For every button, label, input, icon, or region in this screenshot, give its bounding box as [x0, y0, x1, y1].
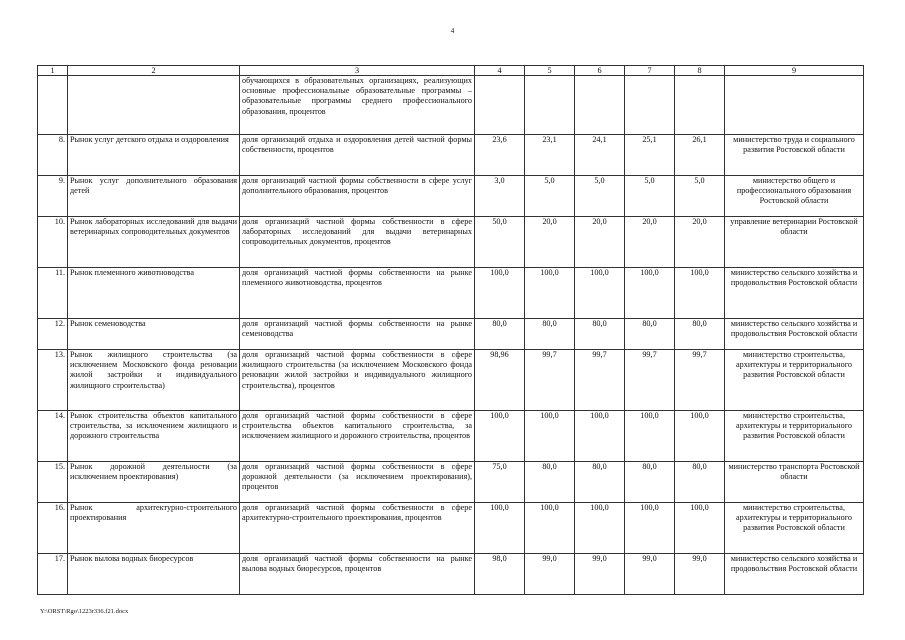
- value-cell: 80,0: [675, 319, 725, 350]
- market-name: Рынок строительства объектов капитального строительства, за исключением жилищного и дорожного строительства: [68, 411, 240, 462]
- indicator-cell: доля организаций частной формы собственности в сфере строительства объектов капитального строительства, за исключением жилищного и дорожного строительства, процентов: [240, 411, 475, 462]
- indicator-cell: доля организаций частной формы собственности на рынке племенного животноводства, процентов: [240, 268, 475, 319]
- value-cell: 50,0: [475, 217, 525, 268]
- value-cell: 100,0: [475, 503, 525, 554]
- value-cell: 80,0: [525, 319, 575, 350]
- indicator-cell: доля организаций частной формы собственности на рынке семеноводства: [240, 319, 475, 350]
- table-row: [38, 135, 864, 176]
- column-header: 2: [68, 66, 240, 76]
- value-cell: 20,0: [575, 217, 625, 268]
- value-cell: 98,0: [475, 554, 525, 595]
- value-cell: 100,0: [475, 268, 525, 319]
- value-cell: 100,0: [625, 503, 675, 554]
- value-cell: 5,0: [675, 176, 725, 217]
- value-cell: 23,1: [525, 135, 575, 176]
- table-row: [38, 554, 864, 595]
- market-name: Рынок услуг дополнительного образования детей: [68, 176, 240, 217]
- row-number: 17.: [38, 554, 68, 595]
- value-cell: 20,0: [625, 217, 675, 268]
- responsible-authority: министерство сельского хозяйства и продовольствия Ростовской области: [725, 554, 864, 595]
- value-cell: 99,7: [625, 350, 675, 411]
- responsible-authority: министерство труда и социального развития Ростовской области: [725, 135, 864, 176]
- value-cell: 5,0: [525, 176, 575, 217]
- column-header: 8: [675, 66, 725, 76]
- responsible-authority: министерство строительства, архитектуры и территориального развития Ростовской области: [725, 503, 864, 554]
- market-name: Рынок услуг детского отдыха и оздоровления: [68, 135, 240, 176]
- responsible-authority: министерство сельского хозяйства и продовольствия Ростовской области: [725, 319, 864, 350]
- responsible-authority: министерство транспорта Ростовской области: [725, 462, 864, 503]
- value-cell: 100,0: [675, 503, 725, 554]
- indicator-cell: доля организаций частной формы собственности в сфере лабораторных исследований для выдачи ветеринарных сопроводительных документов, процентов: [240, 217, 475, 268]
- responsible-authority: министерство сельского хозяйства и продовольствия Ростовской области: [725, 268, 864, 319]
- column-header: 7: [625, 66, 675, 76]
- row-number: 15.: [38, 462, 68, 503]
- file-path-footer: Y:\ORST\Rgo\1223r336.f21.docx: [40, 608, 129, 615]
- value-cell: 5,0: [625, 176, 675, 217]
- column-header: 9: [725, 66, 864, 76]
- market-name: Рынок архитектурно-строительного проектирования: [68, 503, 240, 554]
- row-number: 13.: [38, 350, 68, 411]
- value-cell: 24,1: [575, 135, 625, 176]
- row-number: 12.: [38, 319, 68, 350]
- value-cell: 100,0: [575, 268, 625, 319]
- indicator-cell: доля организаций частной формы собственности в сфере жилищного строительства (за исключением Московского фонда реновации жилой застройки и индивидуального жилищного строительства), процентов: [240, 350, 475, 411]
- row-number: 11.: [38, 268, 68, 319]
- indicator-cell: доля организаций частной формы собственности в сфере архитектурно-строительного проектирования, процентов: [240, 503, 475, 554]
- value-cell: 100,0: [475, 411, 525, 462]
- value-cell: 99,7: [675, 350, 725, 411]
- table-row: [38, 268, 864, 319]
- value-cell: 25,1: [625, 135, 675, 176]
- market-name: Рынок вылова водных биоресурсов: [68, 554, 240, 595]
- value-cell: 99,7: [575, 350, 625, 411]
- indicator-cell: обучающихся в образовательных организациях, реализующих основные профессиональные образовательные программы – образовательные программы среднего профессионального образования, процентов: [240, 76, 475, 135]
- value-cell: 80,0: [675, 462, 725, 503]
- row-number: 8.: [38, 135, 68, 176]
- row-number: 9.: [38, 176, 68, 217]
- value-cell: 100,0: [525, 268, 575, 319]
- table-row: [38, 217, 864, 268]
- market-name: Рынок семеноводства: [68, 319, 240, 350]
- responsible-authority: управление ветеринарии Ростовской области: [725, 217, 864, 268]
- indicator-cell: доля организаций частной формы собственности в сфере услуг дополнительного образования, процентов: [240, 176, 475, 217]
- value-cell: 100,0: [525, 503, 575, 554]
- value-cell: 80,0: [475, 319, 525, 350]
- column-header: 6: [575, 66, 625, 76]
- value-cell: 23,6: [475, 135, 525, 176]
- value-cell: 80,0: [575, 319, 625, 350]
- value-cell: 80,0: [575, 462, 625, 503]
- value-cell: 100,0: [575, 411, 625, 462]
- indicator-cell: доля организаций отдыха и оздоровления детей частной формы собственности, процентов: [240, 135, 475, 176]
- value-cell: 99,0: [525, 554, 575, 595]
- value-cell: 100,0: [625, 268, 675, 319]
- market-name: Рынок лабораторных исследований для выдачи ветеринарных сопроводительных документов: [68, 217, 240, 268]
- value-cell: 100,0: [625, 411, 675, 462]
- value-cell: 20,0: [525, 217, 575, 268]
- continuation-row: [38, 76, 864, 135]
- value-cell: 3,0: [475, 176, 525, 217]
- value-cell: 75,0: [475, 462, 525, 503]
- row-number: 16.: [38, 503, 68, 554]
- row-number: 14.: [38, 411, 68, 462]
- value-cell: 100,0: [675, 268, 725, 319]
- column-header: 3: [240, 66, 475, 76]
- value-cell: 99,0: [625, 554, 675, 595]
- responsible-authority: министерство строительства, архитектуры и территориального развития Ростовской области: [725, 411, 864, 462]
- page-number: 4: [450, 27, 455, 35]
- indicator-cell: доля организаций частной формы собственности на рынке вылова водных биоресурсов, процентов: [240, 554, 475, 595]
- value-cell: 100,0: [575, 503, 625, 554]
- value-cell: 99,0: [675, 554, 725, 595]
- value-cell: 26,1: [675, 135, 725, 176]
- table-row: [38, 319, 864, 350]
- value-cell: 80,0: [625, 462, 675, 503]
- table-row: [38, 411, 864, 462]
- table-row: [38, 503, 864, 554]
- value-cell: 100,0: [525, 411, 575, 462]
- market-name: Рынок племенного животноводства: [68, 268, 240, 319]
- indicator-cell: доля организаций частной формы собственности в сфере дорожной деятельности (за исключением проектирования), процентов: [240, 462, 475, 503]
- table-row: [38, 462, 864, 503]
- value-cell: 98,96: [475, 350, 525, 411]
- column-header: 1: [38, 66, 68, 76]
- value-cell: 80,0: [625, 319, 675, 350]
- value-cell: 99,0: [575, 554, 625, 595]
- value-cell: 5,0: [575, 176, 625, 217]
- value-cell: 99,7: [525, 350, 575, 411]
- header-row: [38, 66, 864, 76]
- value-cell: 80,0: [525, 462, 575, 503]
- market-name: Рынок жилищного строительства (за исключением Московского фонда реновации жилой застройки и индивидуального жилищного строительства): [68, 350, 240, 411]
- table-row: [38, 176, 864, 217]
- responsible-authority: министерство общего и профессионального образования Ростовской области: [725, 176, 864, 217]
- table-row: [38, 350, 864, 411]
- column-header: 5: [525, 66, 575, 76]
- column-header: 4: [475, 66, 525, 76]
- responsible-authority: министерство строительства, архитектуры и территориального развития Ростовской области: [725, 350, 864, 411]
- value-cell: 20,0: [675, 217, 725, 268]
- row-number: 10.: [38, 217, 68, 268]
- indicators-table: [37, 65, 864, 595]
- value-cell: 100,0: [675, 411, 725, 462]
- market-name: Рынок дорожной деятельности (за исключением проектирования): [68, 462, 240, 503]
